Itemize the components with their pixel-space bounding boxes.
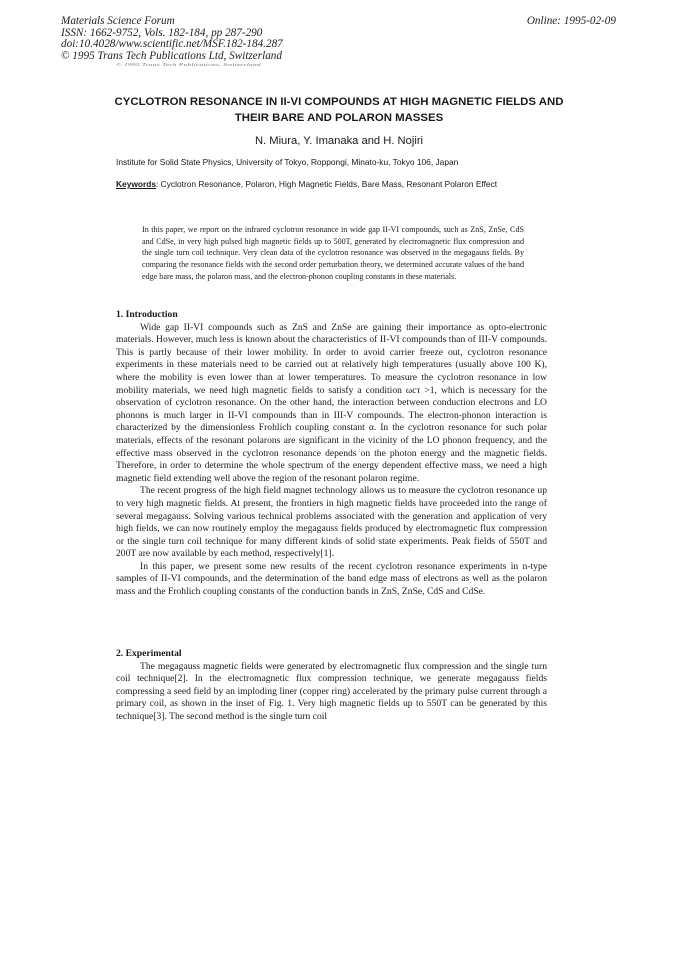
keywords-text: : Cyclotron Resonance, Polaron, High Magnetic Fields, Bare Mass, Resonant Polaron Effect — [156, 179, 498, 189]
paper-title: CYCLOTRON RESONANCE IN II-VI COMPOUNDS AT HIGH MAGNETIC FIELDS AND THEIR BARE AND POLARON MASSES — [114, 96, 564, 124]
doi-link[interactable]: doi:10.4028/www.scientific.net/MSF.182-184.287 — [61, 38, 283, 51]
faded-copyright: © 1995 Trans Tech Publications, Switzerland — [116, 62, 261, 67]
section-introduction — [116, 309, 547, 599]
copyright-line: © 1995 Trans Tech Publications Ltd, Switzerland — [61, 49, 282, 62]
abstract: In this paper, we report on the infrared cyclotron resonance in wide gap II-VI compounds, such as ZnS, ZnSe, CdS and CdSe, in very high pulsed high magnetic fields up to 500T, generated by electromagnetic flux compression and the single turn coil technique. Very clean data of the cyclotron resonance was observed in the megagauss fields. By comparing the resonance fields with the second order perturbation theory, we determined accurate values of the band edge bare mass, the polaron mass, and the electron-phonon coupling constants in these materials. — [142, 225, 524, 281]
paragraph: The recent progress of the high field magnet technology allows us to measure the cyclotron resonance up to very high magnetic fields. At present, the frontiers in high magnetic fields have proceeded into the range of several megagauss. Solving various technical problems associated with the generation and application of very high fields, we can now routinely employ the megagauss fields produced by electromagnetic flux compression or the single turn coil technique for many different kinds of solid state experiments. Peak fields of 550T and 200T are now available by each method, respectively[1]. — [116, 485, 547, 560]
section-heading: 1. Introduction — [116, 309, 178, 320]
paragraph: In this paper, we present some new results of the recent cyclotron resonance experiments in n-type samples of II-VI compounds, and the determination of the band edge mass of electrons as well as the polaron mass and the Frohlich coupling constants of the conduction bands in ZnS, ZnSe, CdS and CdSe. — [116, 560, 547, 598]
journal-header — [61, 16, 283, 62]
online-date: Online: 1995-02-09 — [526, 15, 616, 27]
paper-authors: N. Miura, Y. Imanaka and H. Nojiri — [254, 135, 424, 147]
keywords-block — [116, 178, 578, 190]
paper-affiliation: Institute for Solid State Physics, University of Tokyo, Roppongi, Minato-ku, Tokyo 106, Japan — [116, 157, 459, 167]
paragraph: The megagauss magnetic fields were generated by electromagnetic flux compression and the single turn coil technique[2]. In the electromagnetic flux compression technique, we generate megagauss fields compressing a seed field by an imploding liner (copper ring) accelerated by the primary pulse current through a primary coil, as shown in the inset of Fig. 1. Very high magnetic fields up to 550T can be generated by this technique[3]. The second method is the single turn coil — [116, 660, 547, 722]
section-experimental — [116, 648, 547, 724]
journal-name: Materials Science Forum — [61, 15, 175, 27]
keywords-label: Keywords — [116, 179, 157, 189]
section-heading: 2. Experimental — [116, 648, 182, 659]
issn-line: ISSN: 1662-9752, Vols. 182-184, pp 287-290 — [61, 26, 263, 39]
paragraph: Wide gap II-VI compounds such as ZnS and ZnSe are gaining their importance as opto-electronic materials. However, much less is known about the characteristics of II-VI compounds than of III-V compounds. This is partly because of their lower mobility. In order to avoid carrier freeze out, cyclotron resonance experiments in these materials need to be carried out at relatively high temperatures (usually above 100 K), where the mobility is even lower than at lower temperatures. To measure the cyclotron resonance in low mobility materials, we need high magnetic fields to satisfy a condition ωcτ >1, which is necessary for the observation of cyclotron resonance. On the other hand, the interaction between conduction electrons and LO phonons is much larger in II-VI compounds than in III-V compounds. The electron-phonon interaction is characterized by the dimensionless Frohlich coupling constant α. In the cyclotron resonance for such polar materials, effects of the resonant polarons are significant in the vicinity of the LO phonon frequency, and the effective mass observed in the cyclotron resonance depends on the photon energy and the magnetic fields. Therefore, in order to determine the whole spectrum of the energy dependent effective mass, we need a high magnetic field extending well above the region of the resonant polaron regime. — [116, 321, 547, 484]
